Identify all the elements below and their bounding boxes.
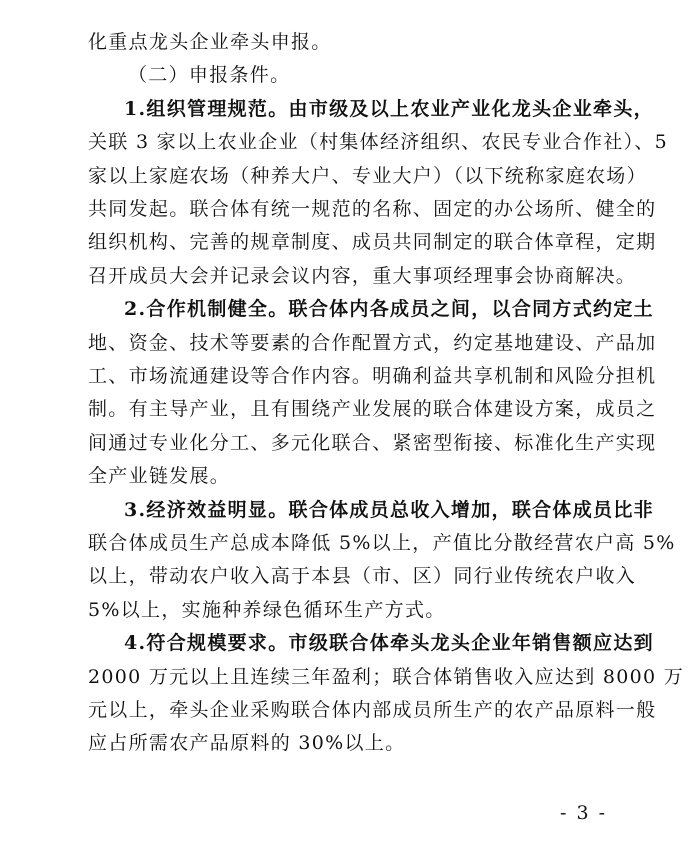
text-line: 5%以上，实施种养绿色循环生产方式。 bbox=[88, 599, 446, 621]
text-line: 共同发起。联合体有统一规范的名称、固定的办公场所、健全的 bbox=[88, 198, 657, 220]
text-line: 召开成员大会并记录会议内容，重大事项经理事会协商解决。 bbox=[88, 265, 637, 287]
page-number: - 3 - bbox=[560, 802, 608, 824]
text-line: 组织机构、完善的规章制度、成员共同制定的联合体章程，定期 bbox=[88, 231, 657, 253]
text-line: 元以上，牵头企业采购联合体内部成员所生产的农产品原料一般 bbox=[88, 699, 657, 721]
text-line: 关联 3 家以上农业企业（村集体经济组织、农民专业合作社）、5 bbox=[88, 131, 669, 153]
section-heading: （二）申报条件。 bbox=[128, 64, 291, 86]
text-line: 工、市场流通建设等合作内容。明确利益共享机制和风险分担机 bbox=[88, 365, 657, 387]
text-line: 应占所需农产品原料的 30%以上。 bbox=[88, 732, 406, 754]
text-line: 全产业链发展。 bbox=[88, 465, 231, 487]
text-line: 联合体成员生产总成本降低 5%以上，产值比分散经营农户高 5% bbox=[88, 532, 676, 554]
paragraph-heading: 2.合作机制健全。联合体内各成员之间，以合同方式约定土 bbox=[124, 298, 654, 320]
text-line: 间通过专业化分工、多元化联合、紧密型衔接、标准化生产实现 bbox=[88, 432, 657, 454]
text-line: 化重点龙头企业牵头申报。 bbox=[88, 31, 332, 53]
text-line: 地、资金、技术等要素的合作配置方式，约定基地建设、产品加 bbox=[88, 332, 657, 354]
paragraph-heading: 1.组织管理规范。由市级及以上农业产业化龙头企业牵头， bbox=[124, 98, 654, 120]
paragraph-heading: 4.符合规模要求。市级联合体牵头龙头企业年销售额应达到 bbox=[124, 632, 654, 654]
text-line: 家以上家庭农场（种养大户、专业大户）（以下统称家庭农场） bbox=[88, 165, 647, 187]
paragraph-heading: 3.经济效益明显。联合体成员总收入增加，联合体成员比非 bbox=[124, 499, 654, 521]
text-line: 以上，带动农户收入高于本县（市、区）同行业传统农户收入 bbox=[88, 565, 637, 587]
text-line: 2000 万元以上且连续三年盈利；联合体销售收入应达到 8000 万 bbox=[88, 666, 685, 688]
text-line: 制。有主导产业，且有围绕产业发展的联合体建设方案，成员之 bbox=[88, 398, 657, 420]
